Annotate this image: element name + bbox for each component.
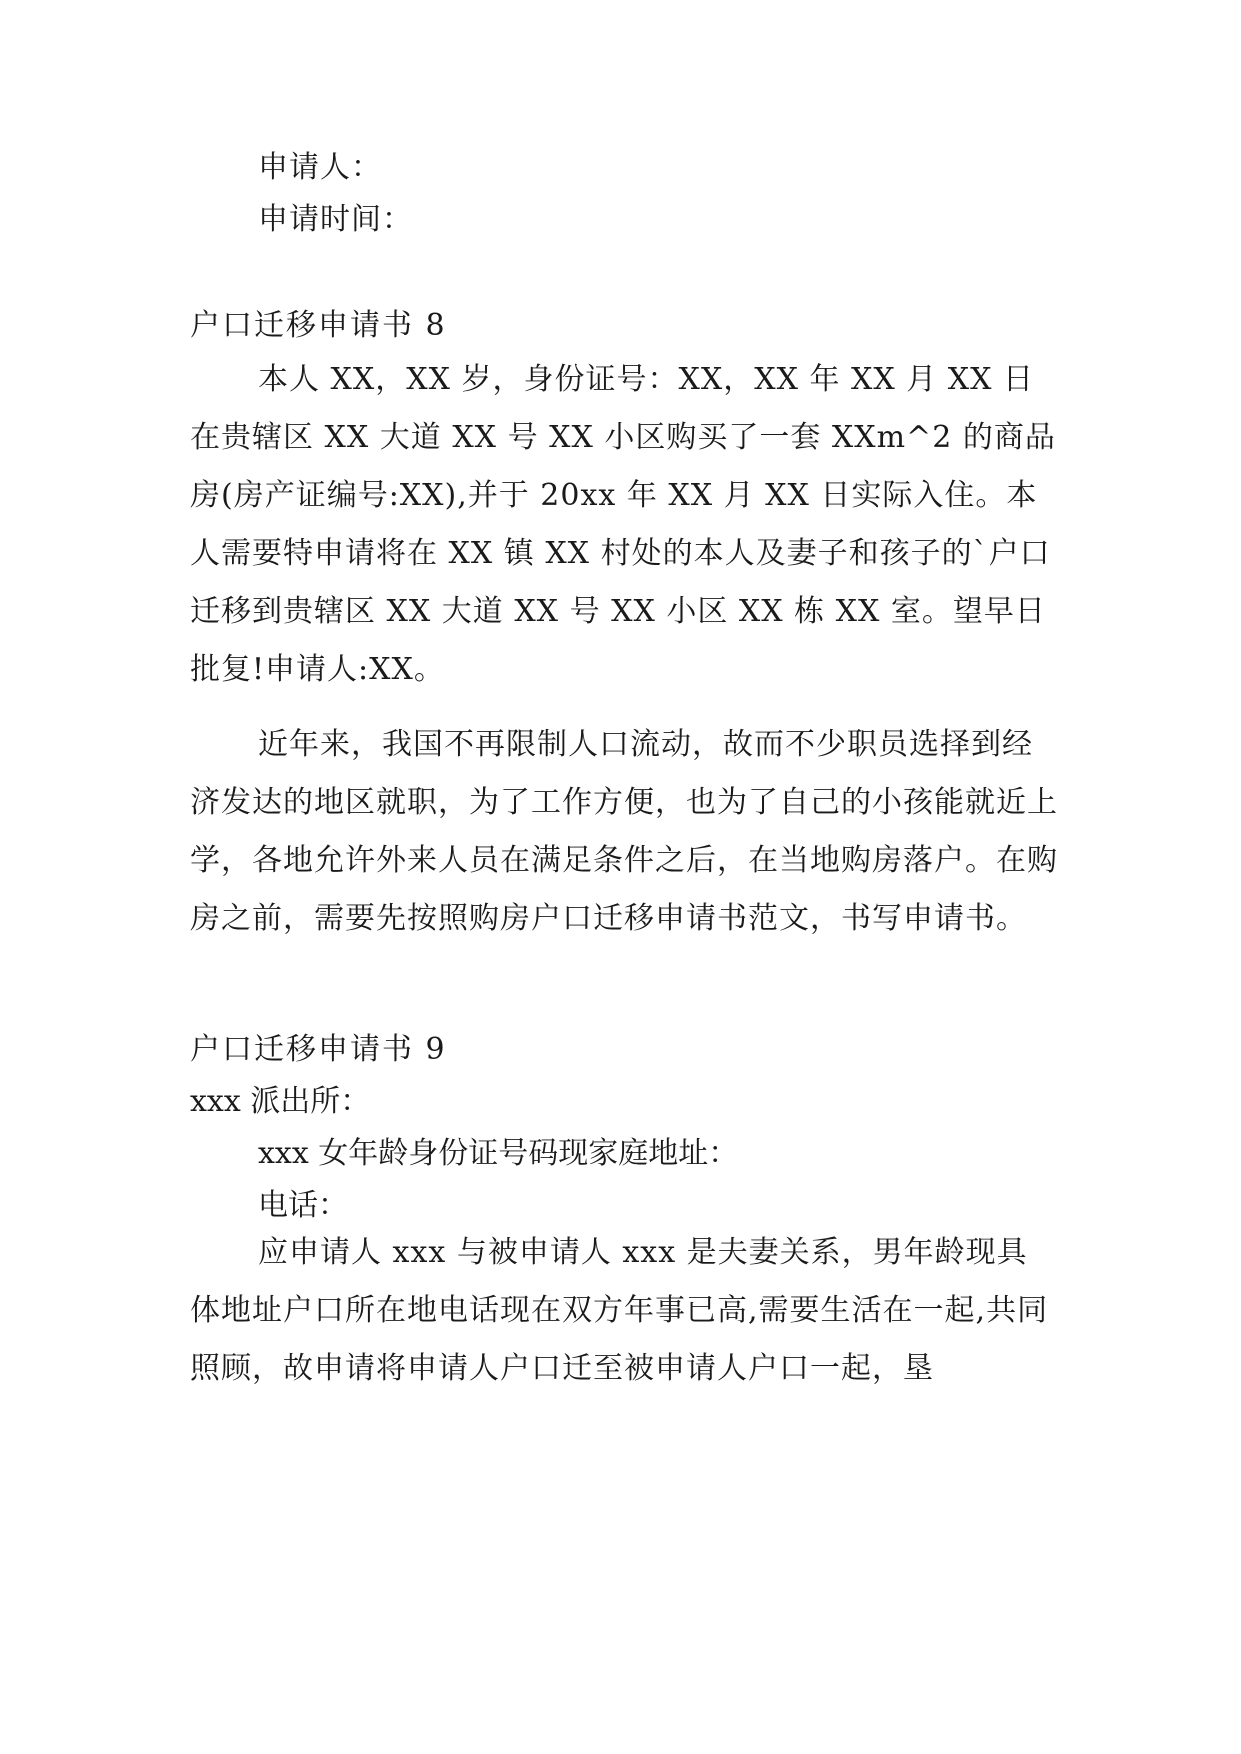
section-9-title: 户口迁移申请书 9 [190,1032,447,1067]
section-8-body: 本人 XX，XX 岁，身份证号：XX，XX 年 XX 月 XX 日在贵辖区 XX 大道 XX 号 XX 小区购买了一套 XXm^2 的商品房(房产证编号:XX),并于 20xx 年 XX 月 XX 日实际入住。本人需要特申请将在 XX 镇 XX 村处的本人及妻子和孩子的`户口迁移到贵辖区 XX 大道 XX 号 XX 小区 XX 栋 XX 室。望早日批复!申请人:XX。 [190,362,1056,687]
addressee: xxx 派出所： [190,1084,371,1119]
phone-label: 电话： [258,1188,348,1223]
section-8-title: 户口迁移申请书 8 [190,308,447,343]
intro-paragraph: 近年来，我国不再限制人口流动，故而不少职员选择到经济发达的地区就职，为了工作方便，也为了自己的小孩能就近上学，各地允许外来人员在满足条件之后，在当地购房落户。在购房之前，需要先按照购房户口迁移申请书范文，书写申请书。 [190,727,1058,936]
applicant-label: 申请人： [258,150,382,185]
applicant-info: xxx 女年龄身份证号码现家庭地址： [258,1136,739,1171]
section-9-body: 应申请人 xxx 与被申请人 xxx 是夫妻关系，男年龄现具体地址户口所在地电话现在双方年事已高,需要生活在一起,共同照顾，故申请将申请人户口迁至被申请人户口一起，垦 [190,1235,1049,1386]
application-date-label: 申请时间： [258,202,413,237]
